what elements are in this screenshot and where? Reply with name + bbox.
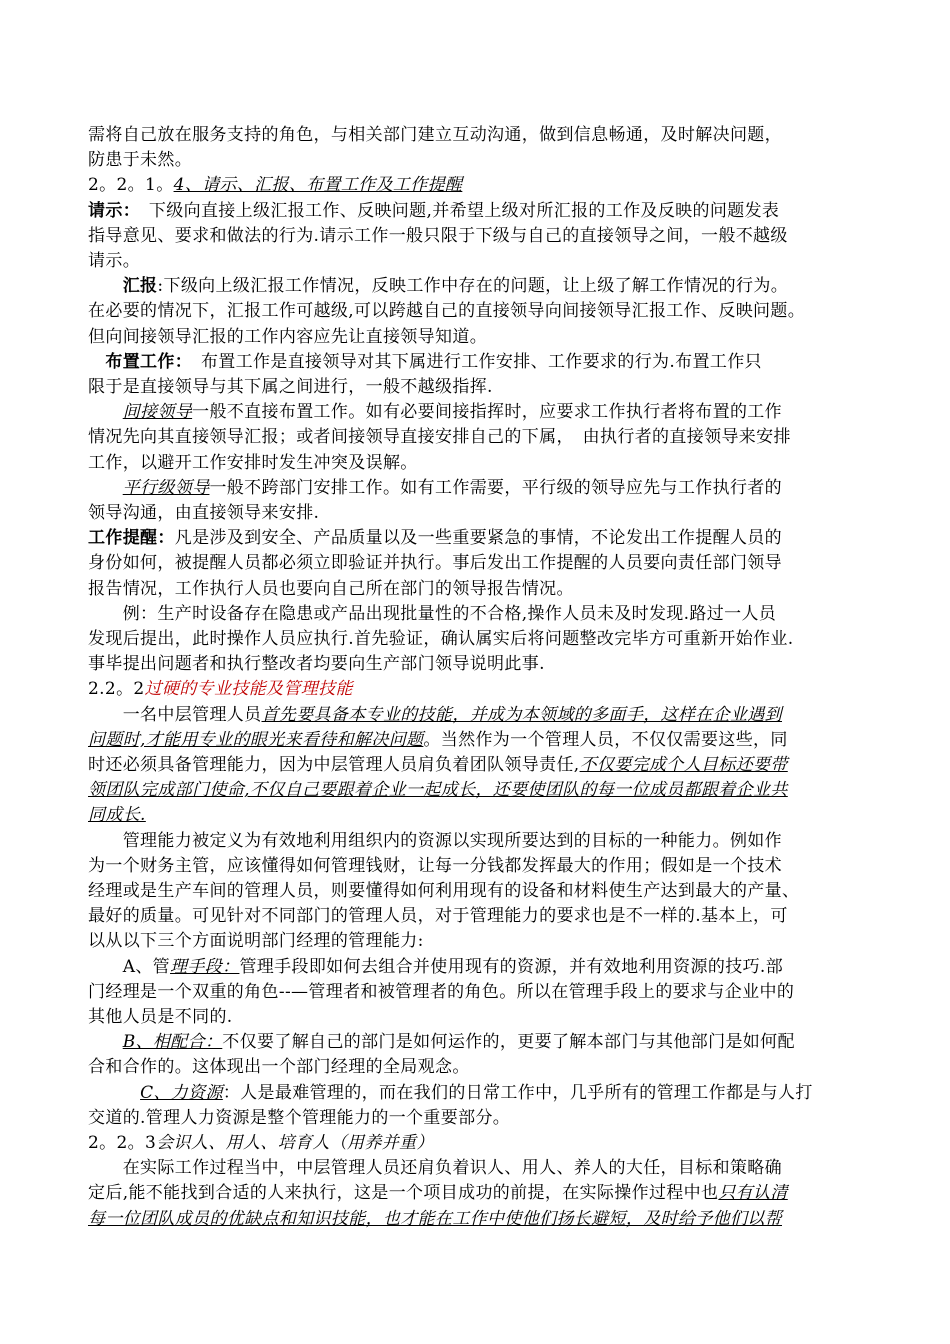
text-run: 在必要的情况下，汇报工作可越级,可以跨越自己的直接领导向间接领导汇报工作、反映问题。 [88,301,806,322]
text-run: 情况先向其直接领导汇报；或者间接领导直接安排自己的下属， 由执行者的直接领导来安排 [88,427,791,448]
text-run: 例：生产时设备存在隐患或产品出现批量性的不合格,操作人员未及时发现.路过一人员 [88,603,777,624]
text-run: 事毕提出问题者和执行整改者均要向生产部门领导说明此事. [88,654,545,675]
text-line [88,828,782,854]
text-line [88,928,424,954]
text-line [88,853,782,879]
text-line [88,576,574,602]
text-run: 以从以下三个方面说明部门经理的管理能力: [88,931,424,952]
text-line [88,122,782,148]
text-run: 为一个财务主管，应该懂得如何管理钱财，让每一分钱都发挥最大的作用；假如是一个技术 [88,855,782,876]
text-line [88,979,794,1005]
text-line [88,1004,233,1030]
styled-run: 布置工作： [105,351,184,372]
text-run: 凡是涉及到安全、产品质量以及一些重要紧急的事情，不论发出工作提醒人员的 [174,528,782,549]
styled-run: 领团队完成部门使命,不仅自己要跟着企业一起成长，还要使团队的每一位成员都跟着企业共 [88,780,788,801]
text-run: 一般不直接布置工作。如有必要间接指挥时，应要求工作执行者将布置的工作 [192,402,783,423]
text-run: 交道的.管理人力资源是整个管理能力的一个重要部分。 [88,1107,511,1128]
text-run: A、管 [88,956,171,977]
text-run [88,1032,123,1052]
text-run: 不仅要了解自己的部门是如何运作的，更要了解本部门与其他部门是如何配 [222,1032,795,1053]
styled-run: 会识人、用人、培育人（用养并重） [156,1133,434,1153]
text-line [88,550,782,576]
text-run [88,352,105,372]
text-run: 门经理是一个双重的角色--—管理者和被管理者的角色。所以在管理手段上的要求与企业中的 [88,981,795,1002]
text-run: 合和合作的。这体现出一个部门经理的全局观念。 [88,1057,470,1078]
text-line [88,223,788,249]
text-line [88,450,418,476]
text-run: 一般不跨部门安排工作。如有工作需要，平行级的领导应先与工作执行者的 [209,477,783,498]
text-line [88,651,545,677]
text-line [88,525,782,551]
text-run [88,276,123,296]
text-run: 指导意见、要求和做法的行为.请示工作一般只限于下级与自己的直接领导之间，一般不越级 [88,225,788,246]
text-line [88,172,462,198]
text-run: 。当然作为一个管理人员，不仅仅需要这些，同 [423,729,788,750]
text-run: 定后,能不能找到合适的人来执行，这是一个项目成功的前提，在实际操作过程中也 [88,1183,719,1204]
styled-run: 理手段： [170,956,240,977]
text-run: 经理或是生产车间的管理人员，则要懂得如何利用现有的设备和材料使生产达到最大的产量、 [88,881,800,901]
styled-run: 间接领导 [122,402,193,423]
text-line [88,878,799,904]
text-line [88,954,783,980]
styled-run: C、力资源 [140,1082,223,1103]
styled-run: 只有认清 [718,1183,788,1204]
text-run: 最好的质量。可见针对不同部门的管理人员，对于管理能力的要求也是不一样的.基本上，可 [88,906,788,927]
text-run: 在实际工作过程当中，中层管理人员还肩负着识人、用人、养人的大任，目标和策略确 [88,1158,782,1179]
text-line [88,802,146,828]
text-run: 但向间接领导汇报的工作内容应先让直接领导知道。 [88,326,488,347]
text-line [88,1180,788,1206]
styled-run: 平行级领导 [122,477,210,498]
text-line [88,248,140,274]
text-run: 下级向直接上级汇报工作、反映问题,并希望上级对所汇报的工作及反映的问题发表 [131,200,780,221]
text-run: 一名中层管理人员 [88,704,262,725]
text-line [88,1130,434,1156]
text-line [88,1029,795,1055]
text-line [88,1080,813,1106]
text-run: 时还必须具备管理能力，因为中层管理人员肩负着团队领导责任, [88,755,580,775]
text-run: 管理能力被定义为有效地利用组织内的资源以实现所要达到的目标的一种能力。例如作 [88,830,782,851]
text-line [88,349,762,375]
text-run: 领导沟通，由直接领导来安排. [88,503,320,523]
text-run: 报告情况，工作执行人员也要向自己所在部门的领导报告情况。 [88,578,574,599]
text-run: 布置工作是直接领导对其下属进行工作安排、工作要求的行为.布置工作只 [183,351,762,372]
text-line [88,298,805,324]
text-run: 管理手段即如何去组合并使用现有的资源，并有效地利用资源的技巧.部 [239,956,784,977]
styled-run: 过硬的专业技能及管理技能 [144,679,353,700]
text-line [88,727,788,753]
text-run: 2。2。3 [88,1133,157,1153]
text-line [88,626,794,652]
text-run: :下级向上级汇报工作情况，反映工作中存在的问题，让上级了解工作情况的行为。 [157,276,789,297]
text-line [88,752,788,778]
text-run: 需将自己放在服务支持的角色，与相关部门建立互动沟通，做到信息畅通，及时解决问题， [88,125,782,145]
text-line [88,324,487,350]
text-line [88,273,788,299]
styled-run: 首先要具备本专业的技能，并成为本领域的多面手，这样在企业遇到 [261,704,782,725]
styled-run: B、相配合： [122,1032,223,1053]
styled-run: 4、请示、汇报、布置工作及工作提醒 [173,175,463,196]
text-run [88,402,123,422]
text-run: 防患于未然。 [88,150,193,171]
text-line [88,424,791,450]
text-line [88,676,353,702]
styled-run: 不仅要完成个人目标还要带 [579,755,788,775]
styled-run: 工作提醒： [88,528,175,549]
text-line [88,903,788,929]
text-run: 请示。 [88,251,141,271]
text-run: 发现后提出，此时操作人员应执行.首先验证，确认属实后将问题整改完毕方可重新开始作业. [88,629,794,649]
text-run: 2。2。1。 [88,175,174,196]
text-line [88,198,779,224]
text-line [88,374,493,400]
text-line [88,1054,470,1080]
text-line [88,1206,782,1232]
text-line [88,399,782,425]
text-line [88,1155,782,1181]
text-line [88,147,192,173]
styled-run: 问题时,才能用专业的眼光来看待和解决问题 [88,729,424,750]
text-run [88,478,123,498]
styled-run: 每一位团队成员的优缺点和知识技能，也才能在工作中使他们扬长避短，及时给予他们以帮 [88,1208,782,1229]
text-line [88,601,776,627]
text-line [88,1105,510,1131]
text-line [88,500,319,526]
text-run: 2.2。2 [88,679,145,700]
text-line [88,777,788,803]
text-line [88,475,782,501]
styled-run: 同成长. [88,805,146,826]
styled-run: 汇报 [122,276,158,297]
styled-run: 请示： [88,200,132,221]
text-run [88,1083,140,1103]
text-run: 限于是直接领导与其下属之间进行，一般不越级指挥. [88,377,493,397]
text-run: 身份如何，被提醒人员都必须立即验证并执行。事后发出工作提醒的人员要向责任部门领导 [88,553,782,574]
text-run: 工作，以避开工作安排时发生冲突及误解。 [88,452,418,473]
text-run: 其他人员是不同的. [88,1007,233,1027]
text-line [88,702,782,728]
text-run: ：人是最难管理的，而在我们的日常工作中，几乎所有的管理工作都是与人打 [222,1082,813,1103]
